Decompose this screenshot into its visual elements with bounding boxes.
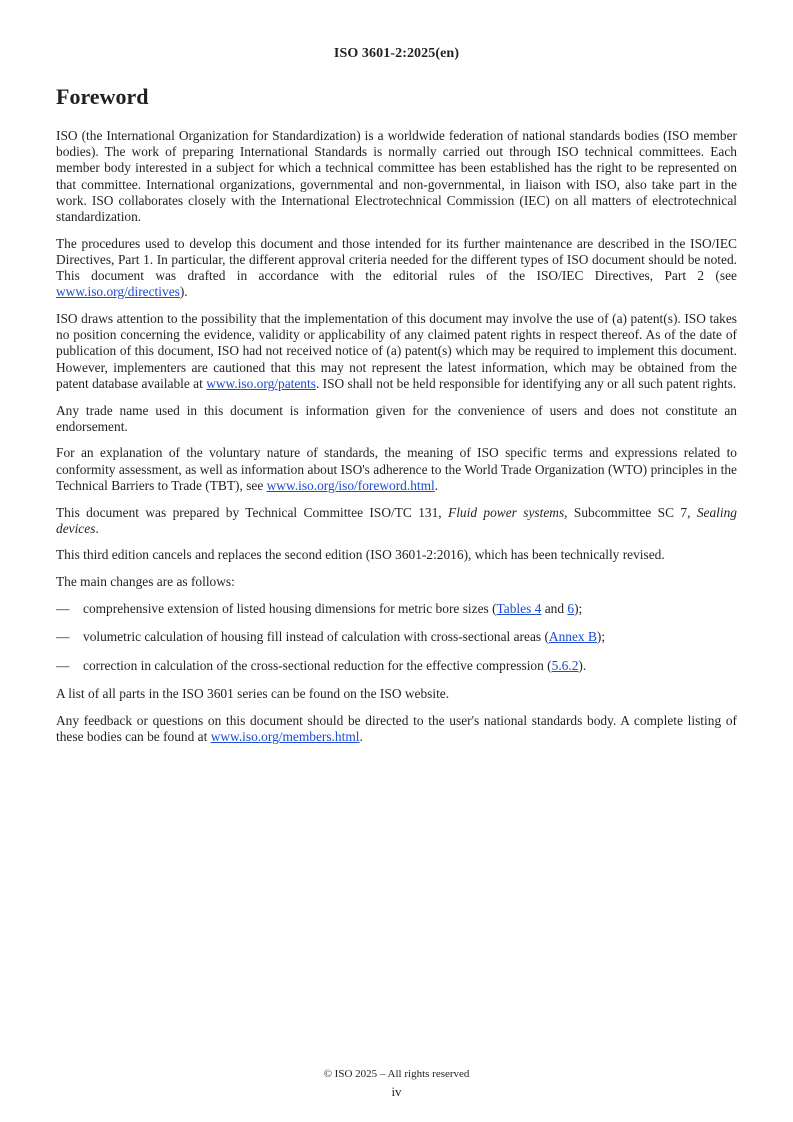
item-text: ); [596,629,606,645]
paragraph-text: ISO draws attention to the possibility that the implementation of this document may involve the use of (a) patent(s). ISO takes no position concerning the evidence, validity or applicability of any claimed patent rights in respect thereof. As of the date of publication of this document, ISO had not received notice of (a) patent(s) which may be required to implement this document. However, implementers are cautioned that this may not represent the latest information, which may be obtained from the patent database available at [56,311,737,391]
members-link[interactable]: www.iso.org/members.html [210,729,360,745]
paragraph-text: . [95,520,99,536]
table-6-link[interactable]: 6 [567,600,575,616]
paragraph-text: . [359,729,363,745]
paragraph-procedures [56,236,737,301]
item-text: and [541,600,568,616]
list-item-text [83,629,605,645]
paragraph-feedback [56,713,737,745]
changes-list [56,601,737,674]
page-footer [0,1066,793,1100]
directives-link[interactable]: www.iso.org/directives [56,284,180,300]
tables-4-link[interactable]: Tables 4 [496,600,542,616]
item-text: volumetric calculation of housing fill instead of calculation with cross-sectional areas ( [83,629,549,645]
paragraph-text: Any feedback or questions on this document should be directed to the user's national standards body. A complete listing of these bodies can be found at [56,713,737,745]
list-item [56,601,737,617]
paragraph-text: , Subcommittee SC 7, [564,504,697,520]
patents-link[interactable]: www.iso.org/patents [206,375,316,391]
paragraph-committee [56,505,737,537]
paragraph-patents [56,311,737,392]
page-number: iv [391,1084,402,1099]
list-item-text [83,601,582,617]
copyright-notice: © ISO 2025 – All rights reserved [323,1068,470,1080]
paragraph-changes-intro: The main changes are as follows: [56,574,235,590]
paragraph-edition: This third edition cancels and replaces the second edition (ISO 3601-2:2016), which has been technically revised. [56,547,665,563]
paragraph-text: ). [179,284,188,300]
paragraph-text: For an explanation of the voluntary nature of standards, the meaning of ISO specific terms and expressions related to conformity assessment, as well as information about ISO's adherence to the World Trade Organization (WTO) principles in the Technical Barriers to Trade (TBT), see [56,445,737,493]
annex-b-link[interactable]: Annex B [548,629,597,645]
document-header: ISO 3601-2:2025(en) [333,46,460,61]
paragraph-text: . ISO shall not be held responsible for identifying any or all such patent rights. [315,375,737,391]
paragraph-voluntary-nature [56,445,737,494]
item-text: ); [574,600,583,616]
subcommittee-name: Sealing devices [56,504,737,536]
paragraph-text: The procedures used to develop this document and those intended for its further maintenance are described in the ISO/IEC Directives, Part 1. In particular, the different approval criteria needed for the different types of ISO document should be noted. This document was drafted in accordance with the editorial rules of the ISO/IEC Directives, Part 2 (see [56,235,737,284]
item-text: ). [578,657,587,673]
paragraph-trade-name: Any trade name used in this document is information given for the convenience of users and does not constitute an endorsement. [56,402,737,434]
item-text: comprehensive extension of listed housing dimensions for metric bore sizes ( [83,600,497,616]
list-item [56,658,737,674]
list-item-text [83,658,586,674]
list-item [56,629,737,645]
item-text: correction in calculation of the cross-sectional reduction for the effective compression ( [83,657,552,673]
committee-name: Fluid power systems [448,504,565,520]
list-dash: — [56,657,70,673]
list-dash: — [56,629,70,645]
paragraph-text: . [434,477,439,493]
section-5-6-2-link[interactable]: 5.6.2 [551,657,579,673]
paragraph-series: A list of all parts in the ISO 3601 series can be found on the ISO website. [56,686,450,702]
paragraph-text: This document was prepared by Technical Committee ISO/TC 131, [56,504,449,520]
foreword-body [56,128,737,756]
list-dash: — [56,600,70,616]
paragraph-iso-overview: ISO (the International Organization for Standardization) is a worldwide federation of national standards bodies (ISO member bodies). The work of preparing International Standards is normally carried out through ISO technical committees. Each member body interested in a subject for which a technical committee has been established has the right to be represented on that committee. International organizations, governmental and non-governmental, in liaison with ISO, also take part in the work. ISO collaborates closely with the International Electrotechnical Commission (IEC) on all matters of electrotechnical standardization. [56,128,737,225]
page-title: Foreword [56,84,149,109]
foreword-link[interactable]: www.iso.org/iso/foreword.html [266,477,435,493]
